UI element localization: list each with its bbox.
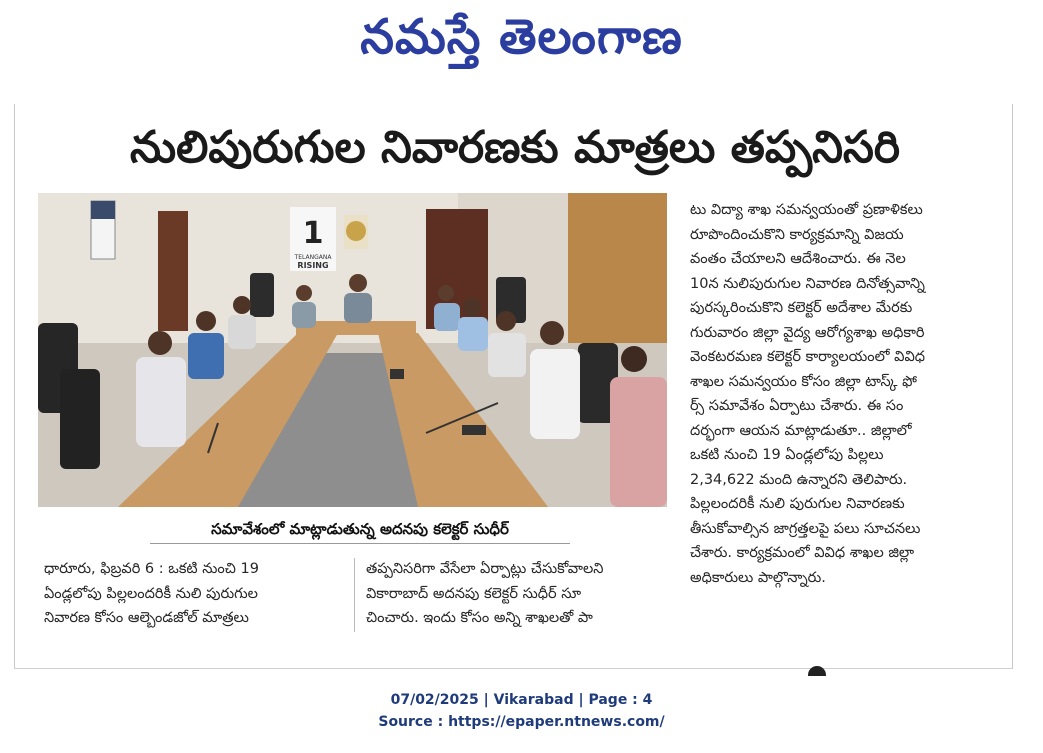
article-column-a — [44, 557, 344, 631]
article-line: వెంకటరమణ కలెక్టర్ కార్యాలయంలో వివిధ — [690, 349, 926, 365]
article-line: చేశారు. కార్యక్రమంలో వివిధ శాఖల జిల్లా — [690, 545, 915, 561]
article-column-b — [366, 557, 666, 631]
article-frame-left — [14, 104, 15, 668]
article-line: పురస్కరించుకొని కలెక్టర్ అదేశాల మేరకు — [690, 300, 913, 316]
photo-caption: సమావేశంలో మాట్లాడుతున్న అదనపు కలెక్టర్ సుధీర్ — [150, 515, 570, 544]
article-line: ధారూరు, ఫిబ్రవరి 6 : ఒకటి నుంచి 19 — [44, 561, 259, 577]
article-line: వంతం చేయాలని ఆదేశించారు. ఈ నెల — [690, 251, 906, 267]
logo-text-rising: RISING — [297, 261, 329, 270]
article-line: 10న నులిపురుగుల నివారణ దినోత్సవాన్ని — [690, 275, 925, 292]
article-line: అధికారులు పాల్గొన్నారు. — [690, 569, 826, 586]
article-headline: నులిపురుగుల నివారణకు మాత్రలు తప్పనిసరి — [130, 122, 900, 173]
logo-text-telangana: TELANGANA — [294, 254, 332, 261]
edition-info: 07/02/2025 | Vikarabad | Page : 4 — [390, 692, 653, 708]
column-separator — [354, 558, 355, 632]
article-line: టు విద్యా శాఖ సమన్వయంతో ప్రణాళికలు — [690, 202, 923, 218]
article-line: రూపొందించుకొని కార్యక్రమాన్ని విజయ — [690, 226, 904, 243]
meeting-photo — [38, 193, 667, 507]
article-column-right — [690, 198, 1010, 590]
article-line: 2,34,622 మంది ఉన్నారని తెలిపారు. — [690, 471, 908, 488]
article-line: ర్స్ సమావేశం ఏర్పాటు చేశారు. ఈ సం — [690, 398, 904, 414]
article-frame-bottom — [14, 668, 1013, 669]
article-frame-right — [1012, 104, 1013, 668]
article-line: ఒకటి నుంచి 19 ఏండ్లలోపు పిల్లలు — [690, 447, 884, 463]
article-line: దర్భంగా ఆయన మాట్లాడుతూ.. జిల్లాలో — [690, 422, 912, 439]
article-line: శాఖల సమన్వయం కోసం జిల్లా టాస్క్ ఫో — [690, 373, 917, 390]
article-line: గురువారం జిల్లా వైద్య ఆరోగ్యశాఖ అధికారి — [690, 324, 925, 341]
svg-text:1: 1 — [302, 216, 324, 251]
newspaper-masthead: నమస్తే తెలంగాణ — [360, 9, 683, 65]
article-line: చించారు. ఇందు కోసం అన్ని శాఖలతో పా — [366, 610, 593, 626]
article-line: నివారణ కోసం ఆల్బెండజోల్ మాత్రలు — [44, 610, 249, 626]
article-line: పిల్లలందరికీ నులి పురుగుల నివారణకు — [690, 496, 905, 512]
source-link[interactable]: Source : https://epaper.ntnews.com/ — [378, 714, 665, 730]
article-line: తీసుకోవాల్సిన జాగ్రత్తలపై పలు సూచనలు — [690, 520, 921, 537]
article-line: ఏండ్లలోపు పిల్లలందరికీ నులి పురుగుల — [44, 585, 258, 602]
article-line: వికారాబాద్ అదనపు కలెక్టర్ సుధీర్ సూ — [366, 585, 582, 602]
article-line: తప్పనిసరిగా వేసేలా ఏర్పాట్లు చేసుకోవాలని — [366, 561, 604, 577]
